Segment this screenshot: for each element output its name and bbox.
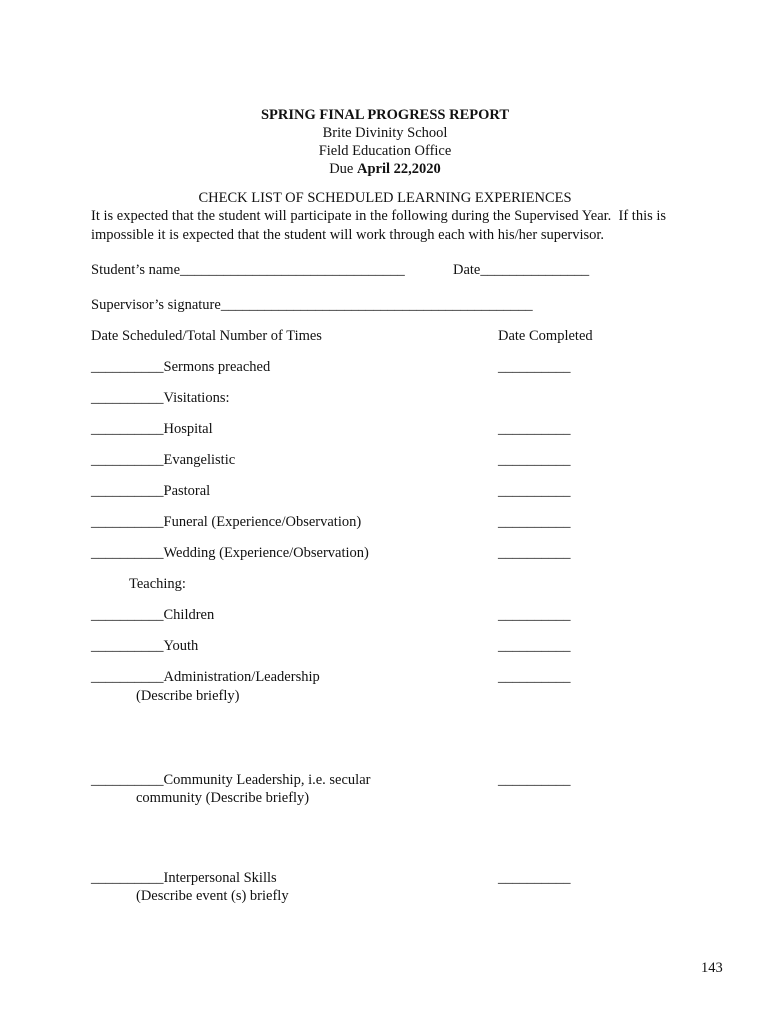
due-date: April 22,2020 bbox=[357, 161, 441, 177]
checklist-item-wedding bbox=[91, 545, 369, 562]
checklist-item-interpersonal bbox=[91, 870, 277, 887]
checklist-item-children bbox=[91, 607, 214, 624]
item-label: Pastoral bbox=[163, 483, 211, 499]
supervisor-signature-field[interactable]: Supervisor’s signature___________________________________________ bbox=[91, 297, 533, 313]
administration-note: (Describe briefly) bbox=[136, 688, 240, 704]
scheduled-blank[interactable]: __________ bbox=[91, 483, 164, 499]
school-name: Brite Divinity School bbox=[322, 125, 448, 141]
checklist-item-visitations bbox=[91, 390, 230, 407]
checklist-item-youth bbox=[91, 638, 198, 655]
scheduled-blank[interactable]: __________ bbox=[91, 452, 164, 468]
office-name: Field Education Office bbox=[318, 143, 452, 159]
scheduled-blank[interactable]: __________ bbox=[91, 638, 164, 654]
checklist-item-hospital bbox=[91, 421, 213, 438]
report-title: SPRING FINAL PROGRESS REPORT bbox=[260, 107, 510, 123]
date-field[interactable]: Date_______________ bbox=[453, 262, 590, 278]
interpersonal-note: (Describe event (s) briefly bbox=[136, 888, 289, 904]
checklist-item-evangelistic bbox=[91, 452, 235, 469]
scheduled-blank[interactable]: __________ bbox=[91, 421, 164, 437]
scheduled-blank[interactable]: __________ bbox=[91, 669, 164, 685]
checklist-item-funeral bbox=[91, 514, 361, 531]
completed-blank[interactable]: __________ bbox=[498, 638, 571, 654]
item-label: Interpersonal Skills bbox=[163, 870, 277, 886]
completed-blank[interactable]: __________ bbox=[498, 359, 571, 375]
intro-line-2: impossible it is expected that the student will work through each with his/her supervisor. bbox=[91, 227, 605, 243]
completed-blank[interactable]: __________ bbox=[498, 421, 571, 437]
checklist-item-administration bbox=[91, 669, 320, 686]
scheduled-blank[interactable]: __________ bbox=[91, 514, 164, 530]
scheduled-blank[interactable]: __________ bbox=[91, 870, 164, 886]
item-label: Youth bbox=[163, 638, 199, 654]
due-prefix: Due bbox=[329, 161, 357, 177]
checklist-item-pastoral bbox=[91, 483, 210, 500]
intro-line-1: It is expected that the student will participate in the following during the Supervised Year. If this is bbox=[91, 208, 667, 224]
completed-blank[interactable]: __________ bbox=[498, 669, 571, 685]
scheduled-blank[interactable]: __________ bbox=[91, 359, 164, 375]
due-line bbox=[0, 161, 770, 178]
checklist-item-sermons bbox=[91, 359, 270, 376]
checklist-item-community bbox=[91, 772, 370, 789]
completed-blank[interactable]: __________ bbox=[498, 545, 571, 561]
page-number: 143 bbox=[701, 960, 723, 976]
item-label: Visitations: bbox=[163, 390, 230, 406]
completed-blank[interactable]: __________ bbox=[498, 452, 571, 468]
item-label: Administration/Leadership bbox=[163, 669, 320, 685]
item-label: Sermons preached bbox=[163, 359, 271, 375]
item-label: Wedding (Experience/Observation) bbox=[163, 545, 369, 561]
item-label: Hospital bbox=[163, 421, 213, 437]
scheduled-blank[interactable]: __________ bbox=[91, 545, 164, 561]
item-label: Evangelistic bbox=[163, 452, 236, 468]
checklist-heading: CHECK LIST OF SCHEDULED LEARNING EXPERIENCES bbox=[198, 190, 572, 206]
scheduled-blank[interactable]: __________ bbox=[91, 390, 164, 406]
completed-blank[interactable]: __________ bbox=[498, 514, 571, 530]
completed-blank[interactable]: __________ bbox=[498, 772, 571, 788]
scheduled-blank[interactable]: __________ bbox=[91, 772, 164, 788]
item-label: Community Leadership, i.e. secular bbox=[163, 772, 371, 788]
teaching-heading: Teaching: bbox=[129, 576, 186, 592]
community-note: community (Describe briefly) bbox=[136, 790, 310, 806]
item-label: Children bbox=[163, 607, 215, 623]
completed-blank[interactable]: __________ bbox=[498, 870, 571, 886]
item-label: Funeral (Experience/Observation) bbox=[163, 514, 362, 530]
scheduled-blank[interactable]: __________ bbox=[91, 607, 164, 623]
column-header-completed: Date Completed bbox=[498, 328, 593, 344]
completed-blank[interactable]: __________ bbox=[498, 607, 571, 623]
column-header-scheduled: Date Scheduled/Total Number of Times bbox=[91, 328, 322, 344]
completed-blank[interactable]: __________ bbox=[498, 483, 571, 499]
student-name-field[interactable]: Student’s name_______________________________ bbox=[91, 262, 405, 278]
